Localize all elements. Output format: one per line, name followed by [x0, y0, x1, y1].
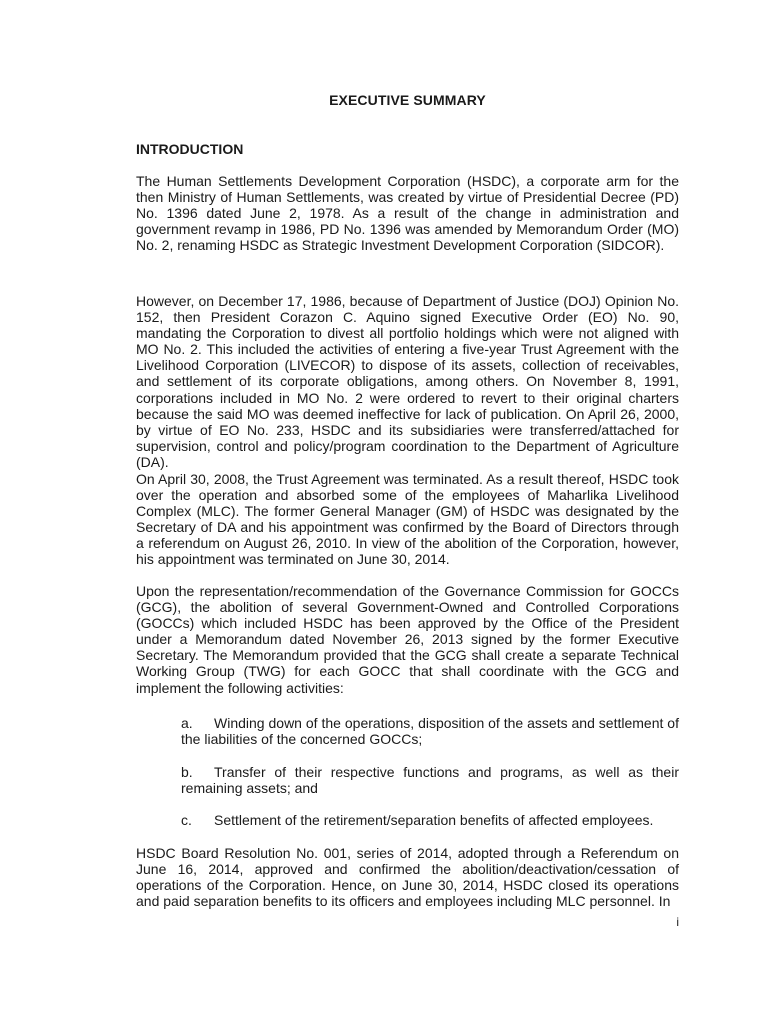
paragraph-gcg-abolition: Upon the representation/recommendation of the Governance Commission for GOCCs (GCG), the abolition of several Government-Owned and Controlled Corporations (GOCCs) which included HSDC has been approved by the Office of the President under a Memorandum dated November 26, 2013 signed by the former Executive Secretary. The Memorandum provided that the GCG shall create a separate Technical Working Group (TWG) for each GOCC that shall coordinate with the GCG and implement the following activities: — [136, 583, 679, 696]
list-item-text: Winding down of the operations, disposition of the assets and settlement of the liabilities of the concerned GOCCs; — [181, 715, 679, 748]
list-marker: a. — [181, 715, 193, 731]
list-item — [181, 764, 679, 796]
list-marker: b. — [181, 764, 193, 780]
list-item-text: Settlement of the retirement/separation benefits of affected employees. — [214, 812, 654, 828]
paragraph-eo-90: However, on December 17, 1986, because of Department of Justice (DOJ) Opinion No. 152, then President Corazon C. Aquino signed Executive Order (EO) No. 90, mandating the Corporation to divest all portfolio holdings which were not aligned with MO No. 2. This included the activities of entering a five-year Trust Agreement with the Livelihood Corporation (LIVECOR) to dispose of its assets, collection of receivables, and settlement of its corporate obligations, among others. On November 8, 1991, corporations included in MO No. 2 were ordered to revert to their original charters because the said MO was deemed ineffective for lack of publication. On April 26, 2000, by virtue of EO No. 233, HSDC and its subsidiaries were transferred/attached for supervision, control and policy/program coordination to the Department of Agriculture (DA). — [136, 293, 679, 470]
list-item-text: Transfer of their respective functions and programs, as well as their remaining assets; and — [181, 764, 679, 797]
paragraph-hsdc-creation: The Human Settlements Development Corporation (HSDC), a corporate arm for the then Ministry of Human Settlements, was created by virtue of Presidential Decree (PD) No. 1396 dated June 2, 1978. As a result of the change in administration and government revamp in 1986, PD No. 1396 was amended by Memorandum Order (MO) No. 2, renaming HSDC as Strategic Investment Development Corporation (SIDCOR). — [136, 173, 679, 254]
paragraph-trust-agreement: On April 30, 2008, the Trust Agreement was terminated. As a result thereof, HSDC took over the operation and absorbed some of the employees of Maharlika Livelihood Complex (MLC). The former General Manager (GM) of HSDC was designated by the Secretary of DA and his appointment was confirmed by the Board of Directors through a referendum on August 26, 2010. In view of the abolition of the Corporation, however, his appointment was terminated on June 30, 2014. — [136, 471, 679, 568]
paragraph-board-resolution: HSDC Board Resolution No. 001, series of 2014, adopted through a Referendum on June 16, 2014, approved and confirmed the abolition/deactivation/cessation of operations of the Corporation. Hence, on June 30, 2014, HSDC closed its operations and paid separation benefits to its officers and employees including MLC personnel. In — [136, 845, 679, 910]
list-marker: c. — [181, 812, 192, 828]
list-item — [181, 715, 679, 747]
list-item — [181, 812, 679, 828]
section-heading: INTRODUCTION — [136, 141, 244, 157]
page-number: i — [676, 915, 679, 929]
page-title: EXECUTIVE SUMMARY — [329, 92, 486, 108]
